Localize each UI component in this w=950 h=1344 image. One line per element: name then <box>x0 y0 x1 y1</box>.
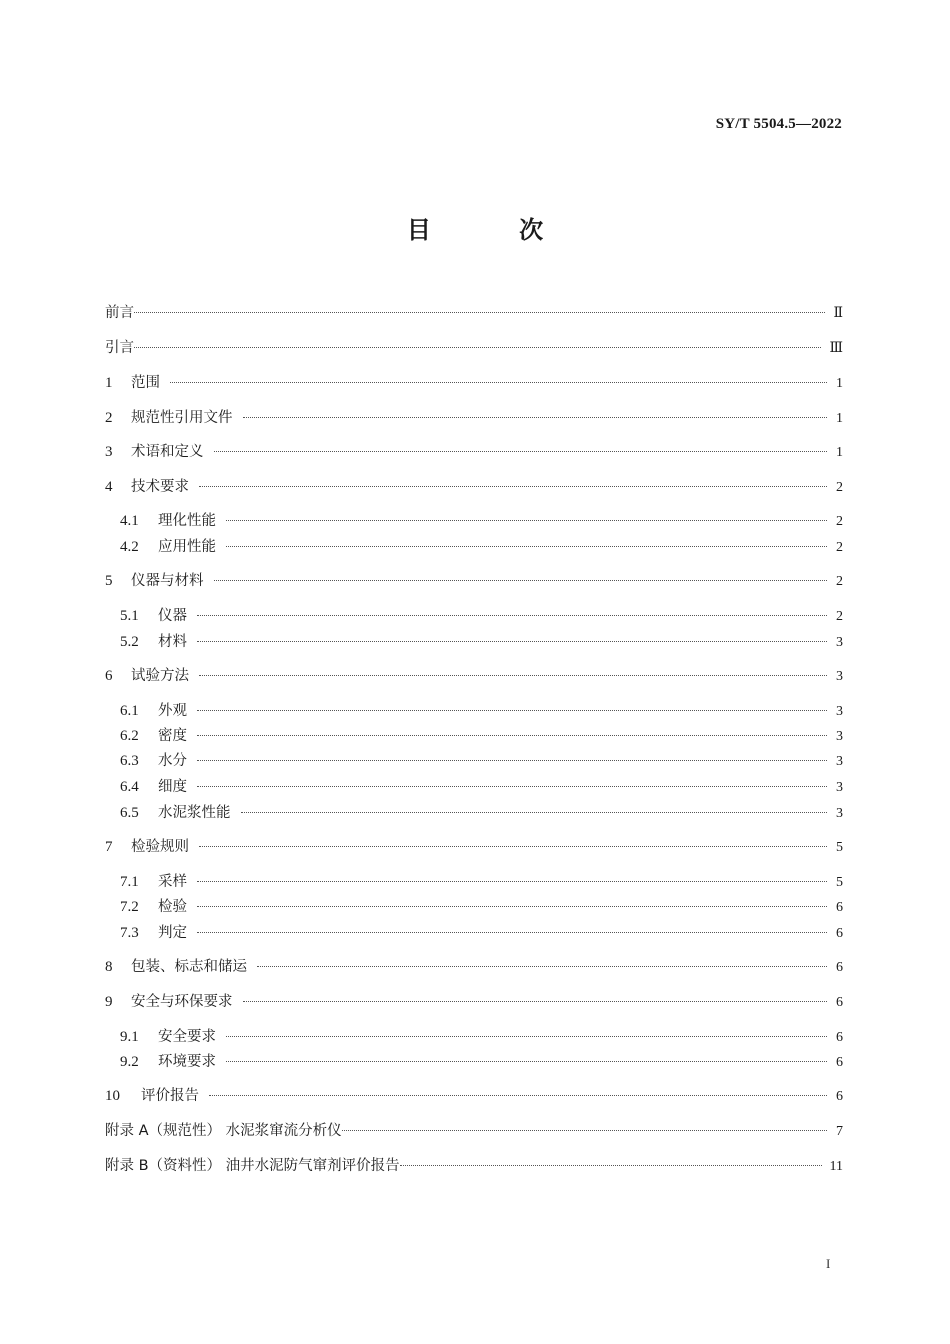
toc-entry-title: 细度 <box>158 779 187 795</box>
toc-entry[interactable] <box>120 896 843 918</box>
toc-entry-title: 附录 A（规范性） 水泥浆窜流分析仪 <box>105 1123 342 1139</box>
toc-dot-leader <box>197 931 827 933</box>
toc-entry-number: 4 <box>105 479 113 495</box>
toc-entry-title: 安全与环保要求 <box>131 994 233 1010</box>
toc-entry-number: 6.4 <box>120 779 139 795</box>
toc-entry[interactable] <box>105 372 843 394</box>
toc-entry-title: 判定 <box>158 925 187 941</box>
toc-dot-leader <box>197 785 827 787</box>
toc-entry-title: 应用性能 <box>158 539 216 555</box>
toc-entry-page: 3 <box>836 635 843 650</box>
toc-entry-number: 7.1 <box>120 874 139 890</box>
page-number: I <box>826 1256 831 1271</box>
toc-entry[interactable] <box>120 510 843 532</box>
toc-entry-number: 1 <box>105 375 113 391</box>
toc-entry-title: 规范性引用文件 <box>131 410 233 426</box>
toc-entry-page: 6 <box>836 1055 843 1070</box>
toc-entry[interactable] <box>120 725 843 747</box>
toc-entry-title: 水分 <box>158 753 187 769</box>
toc-entry[interactable] <box>120 871 843 893</box>
toc-dot-leader <box>197 709 827 711</box>
toc-dot-leader <box>199 845 827 847</box>
toc-dot-leader <box>197 640 827 642</box>
toc-dot-leader <box>197 880 827 882</box>
toc-entry[interactable] <box>105 570 843 592</box>
toc-entry-number: 7.2 <box>120 899 139 915</box>
toc-entry-title: 前言 <box>105 305 134 321</box>
toc-entry-title: 附录 B（资料性） 油井水泥防气窜剂评价报告 <box>105 1158 400 1174</box>
toc-entry-title: 评价报告 <box>141 1088 199 1104</box>
toc-entry-page: 6 <box>836 995 843 1010</box>
page-title: 目 次 <box>406 216 584 244</box>
toc-entry-number: 9.2 <box>120 1054 139 1070</box>
toc-dot-leader <box>209 1094 827 1096</box>
toc-entry-title: 技术要求 <box>131 479 189 495</box>
toc-dot-leader <box>241 811 828 813</box>
toc-entry-page: Ⅱ <box>833 306 843 321</box>
toc-entry-page: 5 <box>836 840 843 855</box>
toc-dot-leader <box>257 965 827 967</box>
toc-entry-title: 环境要求 <box>158 1054 216 1070</box>
toc-entry[interactable] <box>120 536 843 558</box>
toc-dot-leader <box>226 1060 827 1062</box>
toc-entry-page: 1 <box>836 445 843 460</box>
toc-entry[interactable] <box>105 665 843 687</box>
toc-entry-title: 外观 <box>158 703 187 719</box>
toc-entry-number: 6.3 <box>120 753 139 769</box>
toc-dot-leader <box>226 1035 827 1037</box>
toc-entry-title: 引言 <box>105 340 134 356</box>
toc-dot-leader <box>243 1000 828 1002</box>
toc-entry[interactable] <box>105 1155 843 1177</box>
toc-dot-leader <box>199 674 827 676</box>
toc-dot-leader <box>134 311 825 313</box>
toc-entry-number: 7.3 <box>120 925 139 941</box>
toc-entry[interactable] <box>105 1120 843 1142</box>
toc-entry-number: 7 <box>105 839 113 855</box>
toc-entry-number: 4.1 <box>120 513 139 529</box>
toc-entry-title: 检验规则 <box>131 839 189 855</box>
toc-entry-number: 5.1 <box>120 608 139 624</box>
toc-entry-title: 试验方法 <box>131 668 189 684</box>
toc-entry-page: 2 <box>836 609 843 624</box>
toc-entry-number: 10 <box>105 1088 120 1104</box>
toc-entry-title: 检验 <box>158 899 187 915</box>
toc-entry-number: 9.1 <box>120 1029 139 1045</box>
toc-dot-leader <box>170 381 827 383</box>
toc-dot-leader <box>197 614 827 616</box>
toc-entry[interactable] <box>120 922 843 944</box>
toc-entry-page: 6 <box>836 960 843 975</box>
toc-entry[interactable] <box>120 631 843 653</box>
toc-entry[interactable] <box>120 1026 843 1048</box>
toc-entry-page: 3 <box>836 806 843 821</box>
toc-dot-leader <box>342 1129 827 1131</box>
toc-entry-number: 8 <box>105 959 113 975</box>
toc-entry[interactable] <box>120 700 843 722</box>
toc-entry[interactable] <box>105 1085 843 1107</box>
toc-entry-page: 3 <box>836 704 843 719</box>
toc-entry-title: 术语和定义 <box>131 444 204 460</box>
toc-entry-number: 6.1 <box>120 703 139 719</box>
toc-entry[interactable] <box>105 836 843 858</box>
toc-entry[interactable] <box>105 476 843 498</box>
toc-entry-page: Ⅲ <box>829 341 843 356</box>
toc-entry-page: 2 <box>836 574 843 589</box>
toc-entry-number: 9 <box>105 994 113 1010</box>
toc-dot-leader <box>134 346 821 348</box>
toc-entry-title: 仪器与材料 <box>131 573 204 589</box>
toc-entry-title: 包装、标志和储运 <box>131 959 247 975</box>
toc-entry[interactable] <box>120 605 843 627</box>
toc-entry[interactable] <box>120 776 843 798</box>
toc-entry-page: 6 <box>836 900 843 915</box>
toc-entry-page: 7 <box>836 1124 843 1139</box>
toc-entry-page: 3 <box>836 780 843 795</box>
toc-entry-title: 仪器 <box>158 608 187 624</box>
toc-entry-page: 6 <box>836 926 843 941</box>
toc-dot-leader <box>243 416 828 418</box>
toc-entry-page: 11 <box>829 1159 843 1174</box>
toc-dot-leader <box>214 450 828 452</box>
toc-entry-number: 6 <box>105 668 113 684</box>
toc-entry-page: 5 <box>836 875 843 890</box>
toc-dot-leader <box>226 545 827 547</box>
toc-dot-leader <box>197 734 827 736</box>
toc-entry[interactable] <box>105 991 843 1013</box>
toc-dot-leader <box>226 519 827 521</box>
toc-entry-page: 3 <box>836 729 843 744</box>
toc-entry-page: 2 <box>836 480 843 495</box>
toc-entry-title: 理化性能 <box>158 513 216 529</box>
toc-entry-title: 水泥浆性能 <box>158 805 231 821</box>
toc-entry-page: 2 <box>836 540 843 555</box>
toc-entry-number: 4.2 <box>120 539 139 555</box>
toc-entry-page: 1 <box>836 411 843 426</box>
toc-entry-page: 3 <box>836 669 843 684</box>
toc-entry-number: 6.5 <box>120 805 139 821</box>
toc-entry-page: 6 <box>836 1089 843 1104</box>
standard-number: SY/T 5504.5—2022 <box>715 116 842 132</box>
toc-entry-page: 6 <box>836 1030 843 1045</box>
toc-entry[interactable] <box>120 750 843 772</box>
toc-entry[interactable] <box>105 441 843 463</box>
toc-entry[interactable] <box>120 1051 843 1073</box>
toc-entry-page: 3 <box>836 754 843 769</box>
toc-entry[interactable] <box>105 337 843 359</box>
toc-entry-title: 安全要求 <box>158 1029 216 1045</box>
toc-dot-leader <box>214 579 828 581</box>
toc-entry-number: 5.2 <box>120 634 139 650</box>
toc-dot-leader <box>197 905 827 907</box>
toc-entry-number: 2 <box>105 410 113 426</box>
toc-entry-page: 1 <box>836 376 843 391</box>
toc-entry-page: 2 <box>836 514 843 529</box>
toc-entry-number: 3 <box>105 444 113 460</box>
toc-entry[interactable] <box>105 956 843 978</box>
toc-entry[interactable] <box>120 802 843 824</box>
toc-entry-title: 材料 <box>158 634 187 650</box>
toc-entry-number: 6.2 <box>120 728 139 744</box>
toc-entry-title: 密度 <box>158 728 187 744</box>
toc-entry[interactable] <box>105 407 843 429</box>
toc-entry-title: 范围 <box>131 375 160 391</box>
toc-entry-title: 采样 <box>158 874 187 890</box>
toc-entry[interactable] <box>105 302 843 324</box>
toc-entry-number: 5 <box>105 573 113 589</box>
toc-dot-leader <box>199 485 827 487</box>
toc-dot-leader <box>400 1164 822 1166</box>
toc-dot-leader <box>197 759 827 761</box>
